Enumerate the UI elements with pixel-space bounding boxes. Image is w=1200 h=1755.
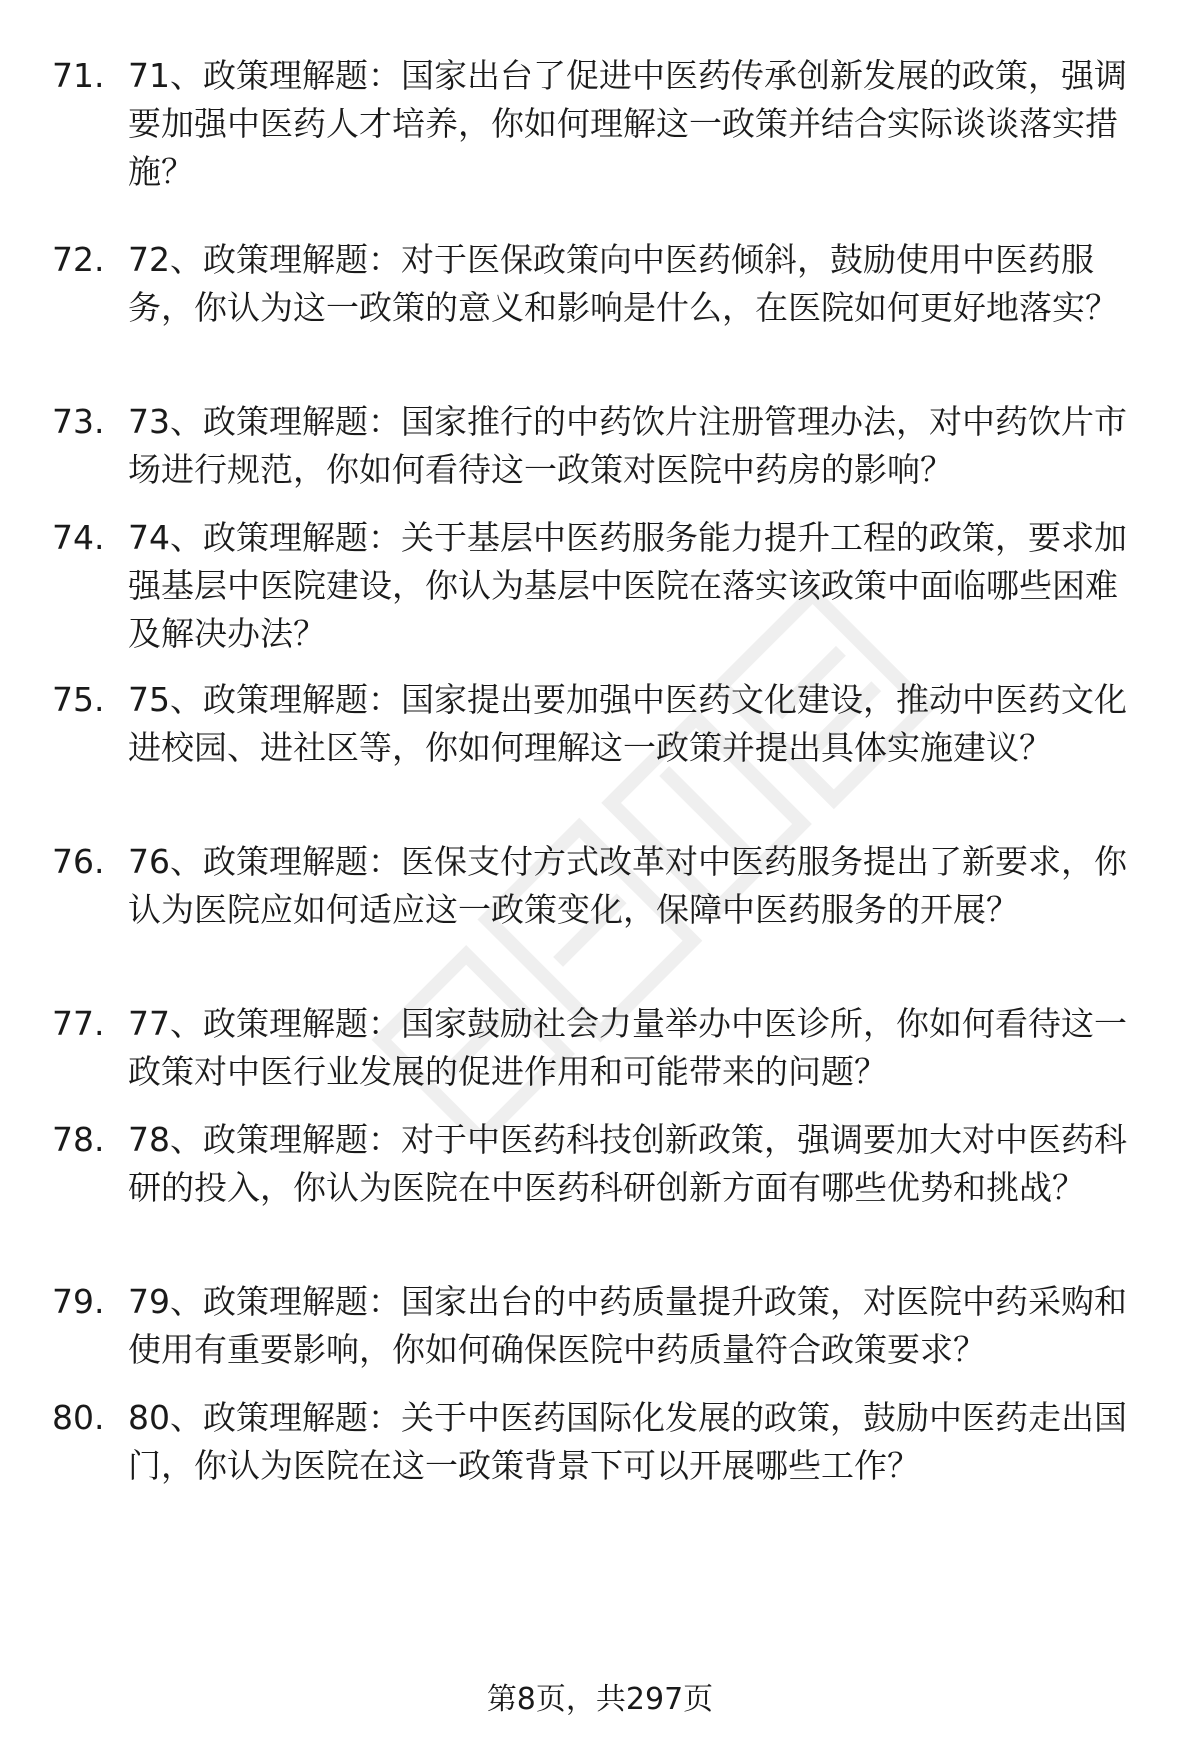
question-number: 76. [52,842,105,881]
question-number: 71. [52,56,105,95]
question-text: 78、政策理解题：对于中医药科技创新政策，强调要加大对中医药科研的投入，你认为医院在中医药科研创新方面有哪些优势和挑战？ [128,1120,1127,1207]
page-footer: 第8页，共297页 [486,1682,714,1717]
question-item [0,1394,1200,1510]
question-item [0,676,1200,838]
question-text: 80、政策理解题：关于中医药国际化发展的政策，鼓励中医药走出国门，你认为医院在这一政策背景下可以开展哪些工作？ [128,1398,1127,1485]
question-item [0,1000,1200,1116]
question-number: 72. [52,240,105,279]
question-text: 77、政策理解题：国家鼓励社会力量举办中医诊所，你如何看待这一政策对中医行业发展的促进作用和可能带来的问题？ [128,1004,1127,1091]
question-list [0,52,1200,1510]
question-item [0,1278,1200,1394]
question-item [0,514,1200,676]
question-number: 74. [52,518,105,557]
question-number: 79. [52,1282,105,1321]
question-number: 78. [52,1120,105,1159]
question-item [0,398,1200,514]
question-item [0,52,1200,236]
question-text: 79、政策理解题：国家出台的中药质量提升政策，对医院中药采购和使用有重要影响，你如何确保医院中药质量符合政策要求？ [128,1282,1127,1369]
question-text: 76、政策理解题：医保支付方式改革对中医药服务提出了新要求，你认为医院应如何适应这一政策变化，保障中医药服务的开展？ [128,842,1127,929]
question-text: 71、政策理解题：国家出台了促进中医药传承创新发展的政策，强调要加强中医药人才培养，你如何理解这一政策并结合实际谈谈落实措施？ [128,56,1127,191]
question-text: 72、政策理解题：对于医保政策向中医药倾斜，鼓励使用中医药服务，你认为这一政策的意义和影响是什么，在医院如何更好地落实？ [128,240,1118,327]
question-number: 80. [52,1398,105,1437]
question-number: 75. [52,680,105,719]
question-item [0,236,1200,398]
question-number: 73. [52,402,105,441]
question-number: 77. [52,1004,105,1043]
question-text: 73、政策理解题：国家推行的中药饮片注册管理办法，对中药饮片市场进行规范，你如何看待这一政策对医院中药房的影响？ [128,402,1127,489]
question-text: 74、政策理解题：关于基层中医药服务能力提升工程的政策，要求加强基层中医院建设，你认为基层中医院在落实该政策中面临哪些困难及解决办法？ [128,518,1127,653]
question-text: 75、政策理解题：国家提出要加强中医药文化建设，推动中医药文化进校园、进社区等，你如何理解这一政策并提出具体实施建议？ [128,680,1127,767]
question-item [0,838,1200,1000]
question-item [0,1116,1200,1278]
